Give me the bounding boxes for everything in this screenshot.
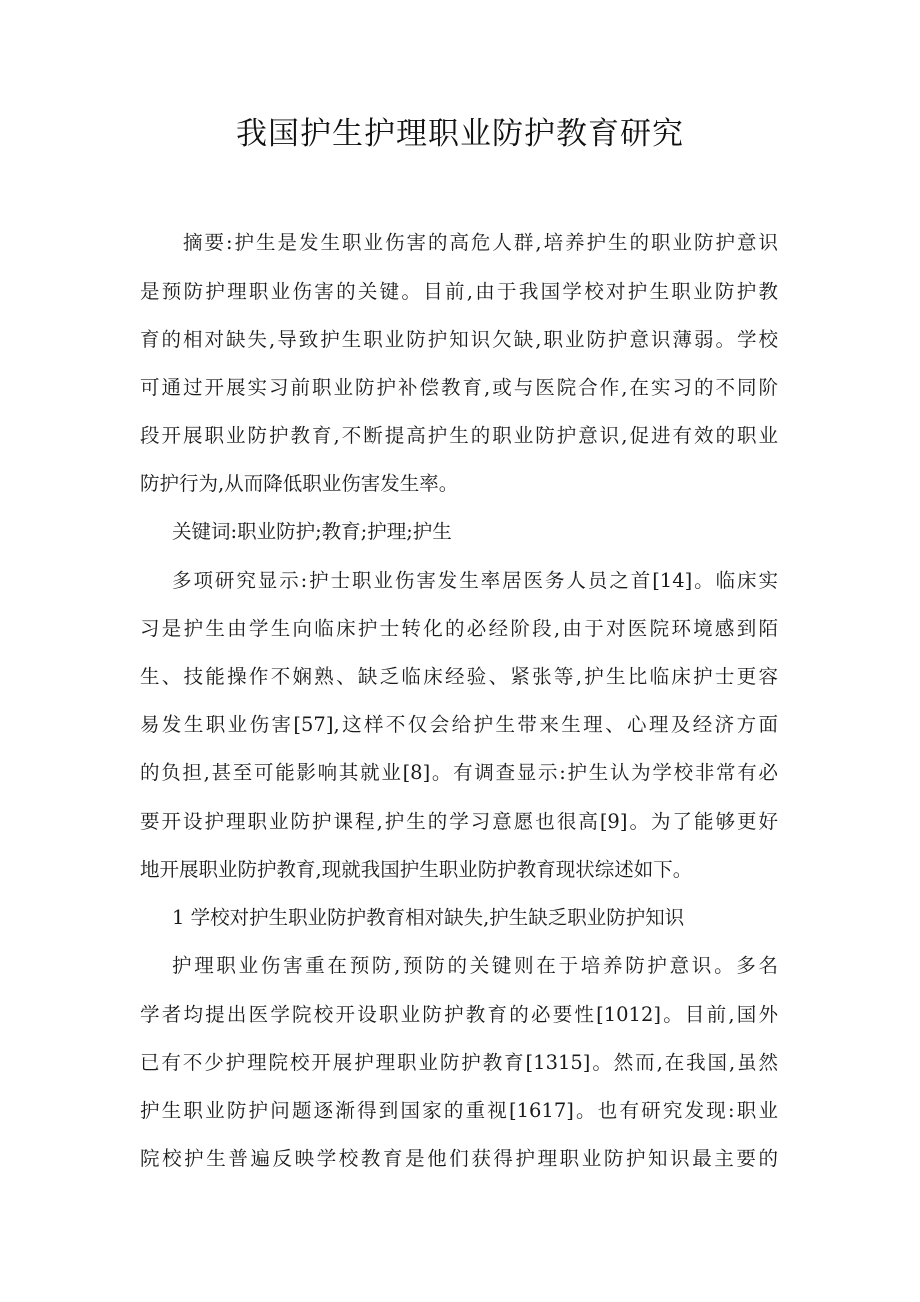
abstract-line: 段开展职业防护教育,不断提高护生的职业防护意识,促进有效的职业	[140, 424, 778, 447]
intro-line: 生、技能操作不娴熟、缺乏临床经验、紧张等,护生比临床护士更容	[140, 665, 778, 688]
abstract-line: 是预防护理职业伤害的关键。目前,由于我国学校对护生职业防护教	[140, 280, 778, 303]
abstract-line: 育的相对缺失,导致护生职业防护知识欠缺,职业防护意识薄弱。学校	[140, 328, 778, 351]
intro-line: 的负担,甚至可能影响其就业[8]。有调查显示:护生认为学校非常有必	[140, 761, 778, 784]
section-line: 已有不少护理院校开展护理职业防护教育[1315]。然而,在我国,虽然	[140, 1051, 778, 1074]
section-line: 院校护生普遍反映学校教育是他们获得护理职业防护知识最主要的	[140, 1147, 778, 1170]
abstract-line: 防护行为,从而降低职业伤害发生率。	[140, 472, 459, 495]
abstract-line: 可通过开展实习前职业防护补偿教育,或与医院合作,在实习的不同阶	[140, 376, 778, 399]
intro-line: 多项研究显示:护士职业伤害发生率居医务人员之首[14]。临床实	[172, 569, 778, 592]
section-line: 护理职业伤害重在预防,预防的关键则在于培养防护意识。多名	[172, 954, 778, 977]
abstract-line: 摘要:护生是发生职业伤害的高危人群,培养护生的职业防护意识	[183, 231, 778, 254]
intro-line: 地开展职业防护教育,现就我国护生职业防护教育现状综述如下。	[140, 858, 693, 881]
document-title: 我国护生护理职业防护教育研究	[236, 116, 684, 152]
intro-line: 要开设护理职业防护课程,护生的学习意愿也很高[9]。为了能够更好	[140, 810, 778, 833]
section-line: 学者均提出医学院校开设职业防护教育的必要性[1012]。目前,国外	[140, 1003, 778, 1026]
intro-line: 易发生职业伤害[57],这样不仅会给护生带来生理、心理及经济方面	[140, 713, 778, 736]
section-heading: 1 学校对护生职业防护教育相对缺失,护生缺乏职业防护知识	[172, 906, 685, 929]
keywords: 关键词:职业防护;教育;护理;护生	[172, 520, 452, 543]
intro-line: 习是护生由学生向临床护士转化的必经阶段,由于对医院环境感到陌	[140, 617, 778, 640]
section-line: 护生职业防护问题逐渐得到国家的重视[1617]。也有研究发现:职业	[140, 1099, 778, 1122]
